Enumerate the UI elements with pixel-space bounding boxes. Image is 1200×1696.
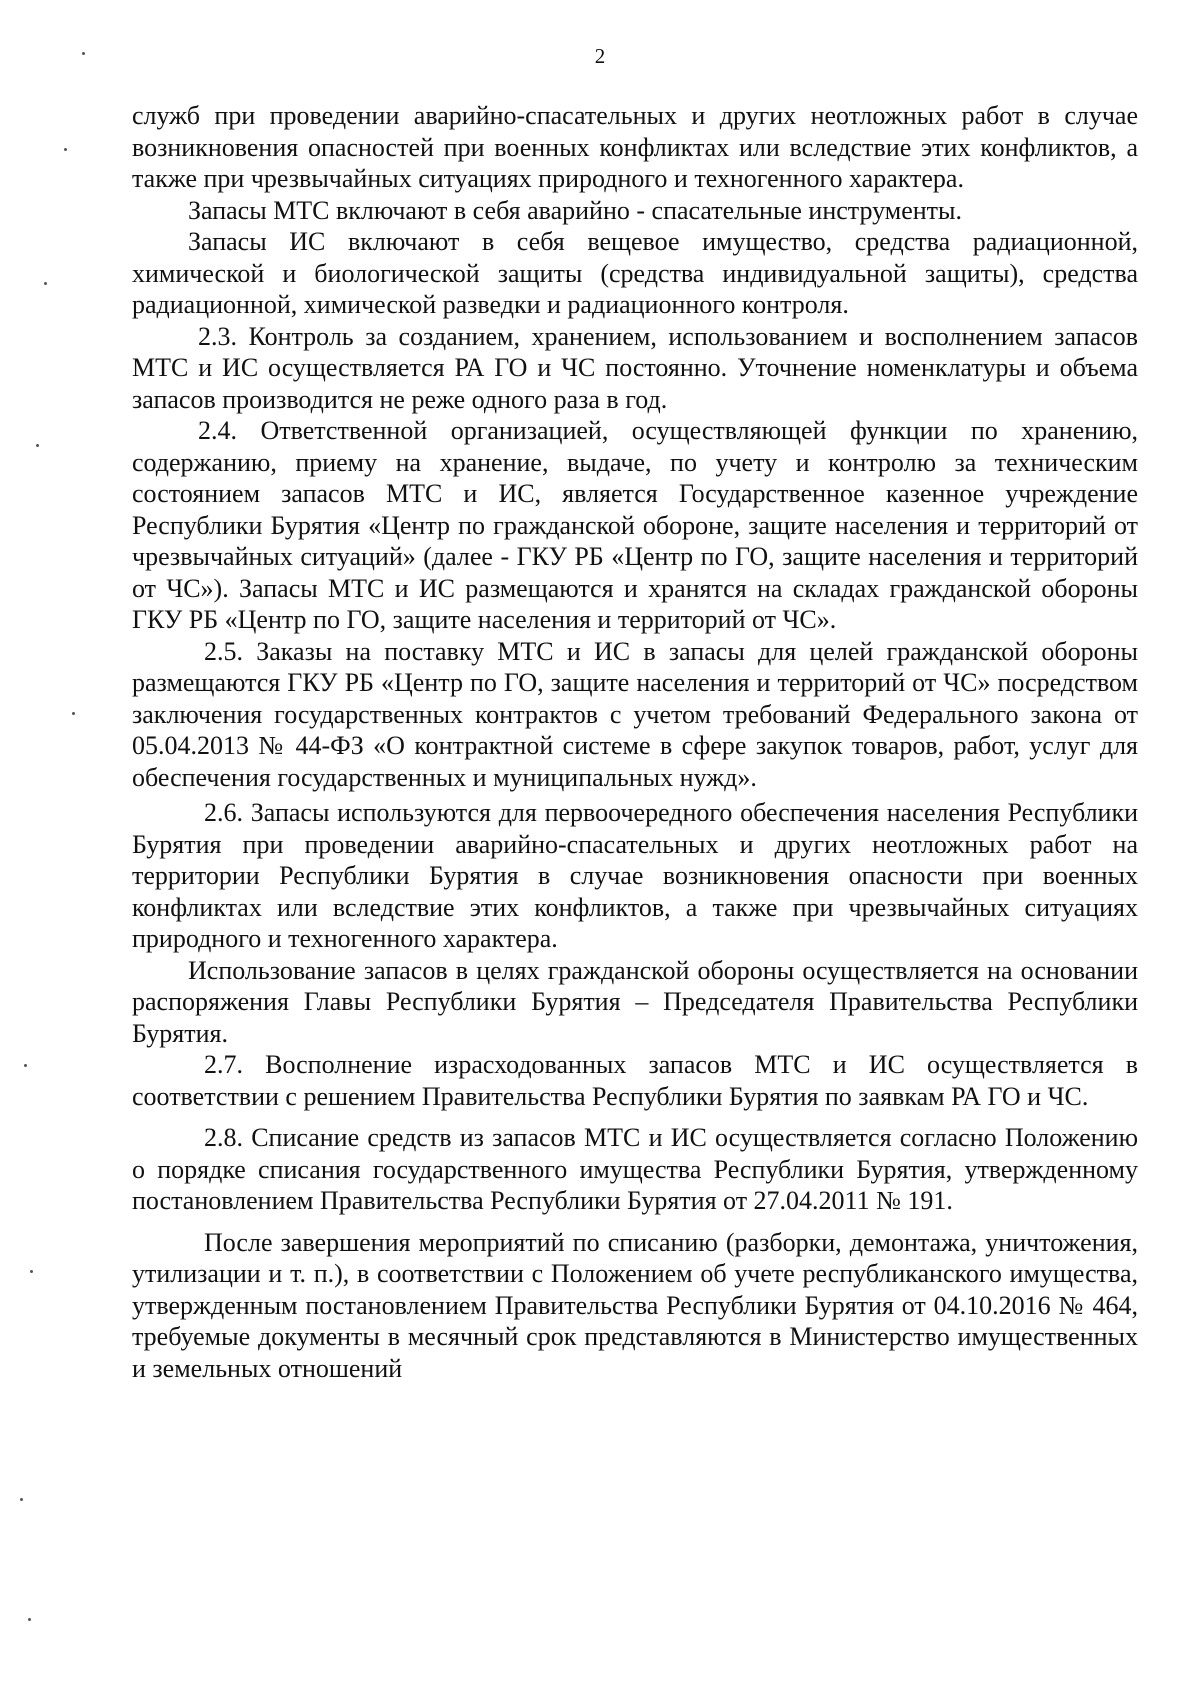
paragraph-2-5: 2.5. Заказы на поставку МТС и ИС в запасы для целей гражданской обороны размещаются ГКУ РБ «Центр по ГО, защите населения и территорий от ЧС» посредством заключения государственных контрактов с учетом требований Федерального закона от 05.04.2013 № 44-ФЗ «О контрактной системе в сфере закупок товаров, работ, услуг для обеспечения государственных и муниципальных нужд». <box>132 636 1138 792</box>
paragraph-2-8: 2.8. Списание средств из запасов МТС и ИС осуществляется согласно Положению о порядке списания государственного имущества Республики Бурятия, утвержденному постановлением Правительства Республики Бурятия от 27.04.2011 № 191. <box>132 1123 1138 1215</box>
scan-speck <box>72 712 75 715</box>
scan-speck <box>82 52 85 55</box>
page-number: 2 <box>594 44 606 68</box>
paragraph-mts-stocks: Запасы МТС включают в себя аварийно - спасательные инструменты. <box>188 195 963 225</box>
scan-speck <box>30 1270 33 1273</box>
scan-speck <box>20 1498 23 1501</box>
paragraph-continuation: служб при проведении аварийно-спасательных и других неотложных работ в случае возникновения опасностей при военных конфликтах или вследствие этих конфликтов, а также при чрезвычайных ситуациях природного и техногенного характера. <box>132 101 1138 193</box>
scan-speck <box>28 1618 31 1621</box>
paragraph-after-writeoff: После завершения мероприятий по списанию (разборки, демонтажа, уничтожения, утилизации и т. п.), в соответствии с Положением об учете республиканского имущества, утвержденным постановлением Правительства Республики Бурятия от 04.10.2016 № 464, требуемые документы в месячный срок представляются в Министерство имущественных и земельных отношений <box>132 1227 1138 1383</box>
paragraph-usage: Использование запасов в целях гражданской обороны осуществляется на основании распоряжения Главы Республики Бурятия – Председателя Правительства Республики Бурятия. <box>132 955 1138 1048</box>
document-body <box>132 100 1138 1384</box>
scan-speck <box>64 148 67 151</box>
paragraph-2-6: 2.6. Запасы используются для первоочередного обеспечения населения Республики Бурятия при проведении аварийно-спасательных и других неотложных работ на территории Республики Бурятия в случае возникновения опасности при военных конфликтах или вследствие этих конфликтов, а также при чрезвычайных ситуациях природного и техногенного характера. <box>132 798 1138 953</box>
scan-speck <box>44 282 47 285</box>
paragraph-2-7: 2.7. Восполнение израсходованных запасов МТС и ИС осуществляется в соответствии с решением Правительства Республики Бурятия по заявкам РА ГО и ЧС. <box>132 1050 1138 1111</box>
paragraph-is-stocks: Запасы ИС включают в себя вещевое имущество, средства радиационной, химической и биологической защиты (средства индивидуальной защиты), средства радиационной, химической разведки и радиационного контроля. <box>132 227 1138 319</box>
paragraph-2-4: 2.4. Ответственной организацией, осуществляющей функции по хранению, содержанию, приему на хранение, выдаче, по учету и контролю за техническим состоянием запасов МТС и ИС, является Государственное казенное учреждение Республики Бурятия «Центр по гражданской обороне, защите населения и территорий от чрезвычайных ситуаций» (далее - ГКУ РБ «Центр по ГО, защите населения и территорий от ЧС»). Запасы МТС и ИС размещаются и хранятся на складах гражданской обороны ГКУ РБ «Центр по ГО, защите населения и территорий от ЧС». <box>132 416 1138 634</box>
scan-speck <box>24 1064 27 1067</box>
scan-speck <box>36 444 39 447</box>
paragraph-2-3: 2.3. Контроль за созданием, хранением, использованием и восполнением запасов МТС и ИС осуществляется РА ГО и ЧС постоянно. Уточнение номенклатуры и объема запасов производится не реже одного раза в год. <box>132 321 1138 414</box>
